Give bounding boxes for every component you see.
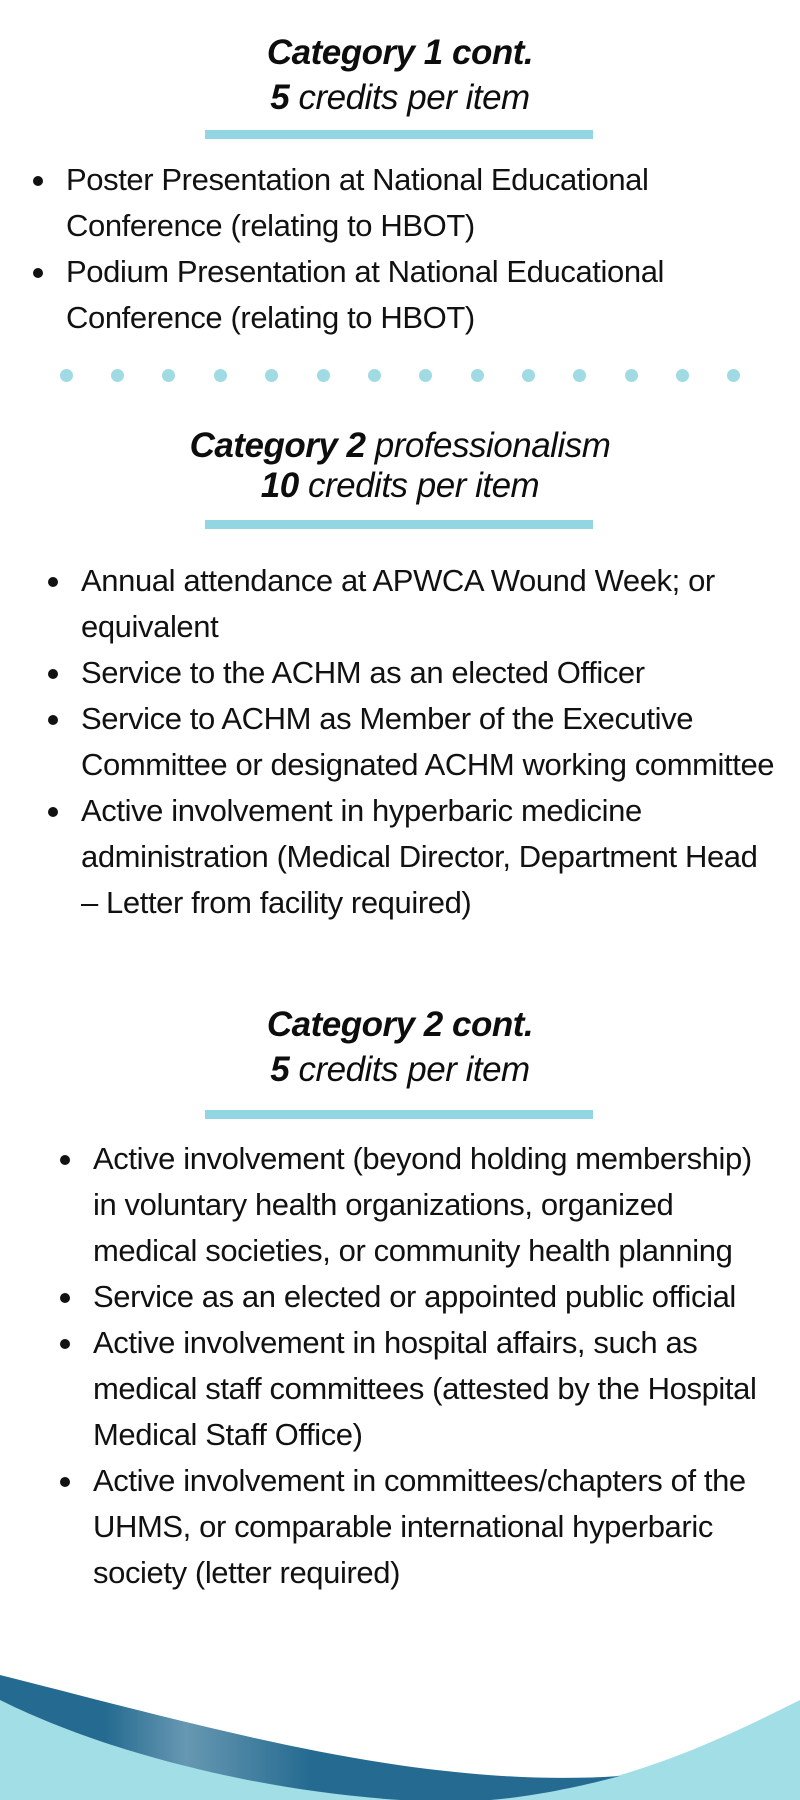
bullet-icon (60, 1477, 70, 1487)
divider-dot (471, 369, 484, 382)
bullet-icon (48, 669, 58, 679)
divider-dot (573, 369, 586, 382)
list-item: Service as an elected or appointed public official (93, 1274, 783, 1320)
section-2-credits: 10 credits per item (260, 466, 540, 505)
dotted-divider (0, 369, 800, 385)
divider-dot (522, 369, 535, 382)
divider-dot (727, 369, 740, 382)
section-1-heading (0, 28, 800, 118)
divider-dot (419, 369, 432, 382)
section-2-underline (205, 520, 593, 529)
section-2-title: Category 2 professionalism (189, 426, 611, 465)
section-3-list (93, 1136, 783, 1596)
section-3-underline (205, 1110, 593, 1119)
section-2-heading (0, 422, 800, 505)
list-item: Service to ACHM as Member of the Executive Committee or designated ACHM working committee (81, 696, 781, 788)
bullet-icon (48, 807, 58, 817)
divider-dot (368, 369, 381, 382)
section-1-list (66, 157, 766, 341)
bullet-icon (48, 577, 58, 587)
section-1-credits: 5 credits per item (270, 78, 530, 117)
section-3-heading (0, 1000, 800, 1090)
section-1-title: Category 1 cont. (266, 33, 534, 72)
divider-dot (265, 369, 278, 382)
section-1-underline (205, 130, 593, 139)
wave-footer-decoration (0, 1660, 800, 1800)
bullet-icon (48, 715, 58, 725)
list-item: Active involvement (beyond holding membership) in voluntary health organizations, organized medical societies, or community health planning (93, 1136, 783, 1274)
list-item: Podium Presentation at National Educational Conference (relating to HBOT) (66, 249, 766, 341)
list-item: Active involvement in hyperbaric medicine administration (Medical Director, Department Head – Letter from facility required) (81, 788, 781, 926)
divider-dot (214, 369, 227, 382)
divider-dot (625, 369, 638, 382)
list-item: Poster Presentation at National Educational Conference (relating to HBOT) (66, 157, 766, 249)
section-2-list (81, 558, 781, 926)
section-3-credits: 5 credits per item (270, 1050, 530, 1089)
divider-dot (676, 369, 689, 382)
divider-dot (111, 369, 124, 382)
bullet-icon (33, 176, 43, 186)
divider-dot (60, 369, 73, 382)
bullet-icon (33, 268, 43, 278)
list-item: Annual attendance at APWCA Wound Week; or equivalent (81, 558, 781, 650)
bullet-icon (60, 1339, 70, 1349)
bullet-icon (60, 1293, 70, 1303)
section-3-title: Category 2 cont. (266, 1005, 534, 1044)
divider-dot (317, 369, 330, 382)
list-item: Active involvement in hospital affairs, such as medical staff committees (attested by the Hospital Medical Staff Office) (93, 1320, 783, 1458)
divider-dot (162, 369, 175, 382)
list-item: Active involvement in committees/chapters of the UHMS, or comparable international hyperbaric society (letter required) (93, 1458, 783, 1596)
list-item: Service to the ACHM as an elected Officer (81, 650, 781, 696)
bullet-icon (60, 1155, 70, 1165)
